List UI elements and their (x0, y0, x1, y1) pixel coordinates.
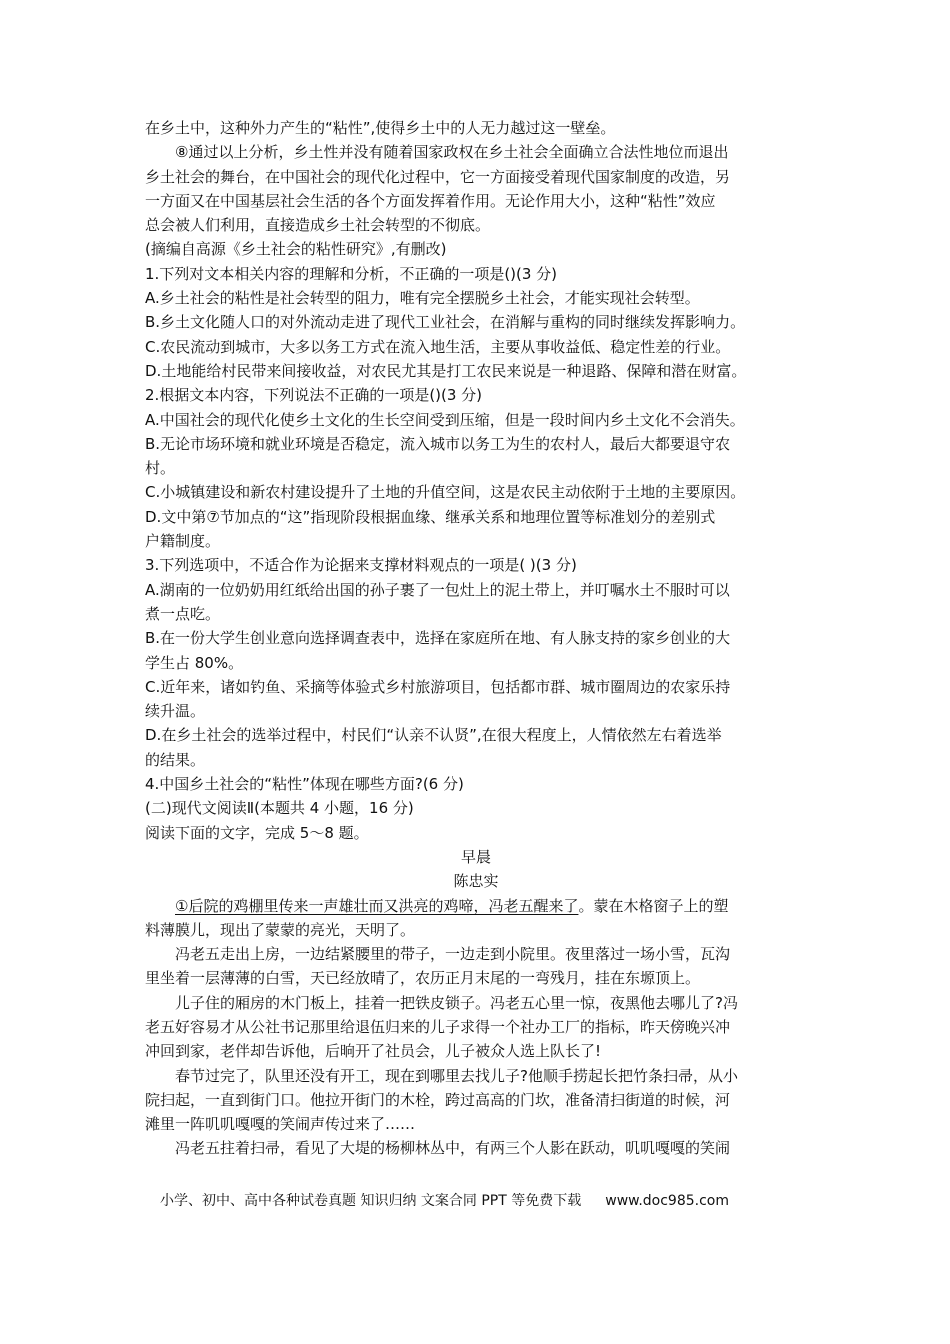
story-paragraph-3-line: 老五好容易才从公社书记那里给退伍归来的儿子求得一个社办工厂的指标，昨天傍晚兴冲 (145, 1017, 731, 1036)
option-2c: C.小城镇建设和新农村建设提升了土地的升值空间，这是农民主动依附于土地的主要原因。 (145, 483, 746, 502)
paragraph-8-line: 乡土社会的舞台，在中国社会的现代化过程中，它一方面接受着现代国家制度的改造，另 (145, 167, 731, 186)
paragraph-8-line: ⑧通过以上分析，乡土性并没有随着国家政权在乡土社会全面确立合法性地位而退出 (175, 143, 729, 162)
option-2d: D.文中第⑦节加点的“这”指现阶段根据血缘、继承关系和地理位置等标准划分的差别式 (145, 507, 716, 526)
question-1: 1.下列对文本相关内容的理解和分析，不正确的一项是()(3 分) (145, 264, 558, 283)
story-paragraph-3-line: 冲回到家，老伴却告诉他，后晌开了社员会，儿子被众人选上队长了! (145, 1042, 602, 1061)
footer-text: 小学、初中、高中各种试卷真题 知识归纳 文案合同 PPT 等免费下载 (160, 1193, 582, 1209)
story-author: 陈忠实 (453, 872, 499, 891)
option-2a: A.中国社会的现代化使乡土文化的生长空间受到压缩，但是一段时间内乡土文化不会消失。 (145, 410, 745, 429)
story-paragraph-1-line: 料薄膜儿，现出了蒙蒙的亮光，天明了。 (145, 920, 416, 939)
story-paragraph-2-line: 里坐着一层薄薄的白雪，天已经放晴了，农历正月末尾的一弯残月，挂在东塬顶上。 (145, 969, 701, 988)
option-1b: B.乡土文化随人口的对外流动走进了现代工业社会，在消解与重构的同时继续发挥影响力。 (145, 313, 746, 332)
option-2b-cont: 村。 (145, 459, 176, 478)
option-1c: C.农民流动到城市，大多以务工方式在流入地生活，主要从事收益低、稳定性差的行业。 (145, 337, 731, 356)
story-paragraph-2: 冯老五走出上房，一边结紧腰里的带子，一边走到小院里。夜里落过一场小雪，瓦沟 (175, 945, 731, 964)
story-paragraph-5: 冯老五拄着扫帚，看见了大堤的杨柳林丛中，有两三个人影在跃动，叽叽嘎嘎的笑闹 (175, 1139, 731, 1158)
option-3b-cont: 学生占 80%。 (145, 653, 244, 672)
option-3d-cont: 的结果。 (145, 750, 206, 769)
footer-site-link[interactable]: www.doc985.com (605, 1193, 729, 1209)
option-3b: B.在一份大学生创业意向选择调查表中，选择在家庭所在地、有人脉支持的家乡创业的大 (145, 629, 731, 648)
option-3c-cont: 续升温。 (145, 702, 206, 721)
story-paragraph-1 (145, 894, 807, 918)
source-citation: (摘编自高源《乡土社会的粘性研究》,有删改) (145, 240, 447, 259)
paragraph-line: 在乡土中，这种外力产生的“粘性”,使得乡土中的人无力越过这一壁垒。 (145, 119, 616, 137)
question-3: 3.下列选项中，不适合作为论据来支撑材料观点的一项是( )(3 分) (145, 556, 577, 575)
section-instruction: 阅读下面的文字，完成 5～8 题。 (145, 823, 369, 842)
option-3c: C.近年来，诸如钓鱼、采摘等体验式乡村旅游项目，包括都市群、城市圈周边的农家乐持 (145, 677, 731, 696)
option-3a: A.湖南的一位奶奶用红纸给出国的孙子裹了一包灶上的泥土带上，并叮嘱水土不服时可以 (145, 580, 730, 599)
underlined-sentence: ①后院的鸡棚里传来一声雄壮而又洪亮的鸡啼，冯老五醒来了 (175, 896, 579, 915)
document-body (145, 116, 807, 1161)
option-3d: D.在乡土社会的选举过程中，村民们“认亲不认贤”,在很大程度上，人情依然左右着选举 (145, 726, 722, 745)
story-paragraph-4-line: 院扫起，一直到街门口。他拉开街门的木栓，跨过高高的门坎，准备清扫街道的时候，河 (145, 1090, 731, 1109)
question-2: 2.根据文本内容，下列说法不正确的一项是()(3 分) (145, 386, 483, 405)
option-1d: D.土地能给村民带来间接收益，对农民尤其是打工农民来说是一种退路、保障和潜在财富。 (145, 361, 747, 380)
section-heading: (二)现代文阅读Ⅱ(本题共 4 小题，16 分) (145, 799, 414, 818)
story-paragraph-3: 儿子住的厢房的木门板上，挂着一把铁皮锁子。冯老五心里一惊，夜黑他去哪儿了?冯 (175, 993, 738, 1012)
paragraph-text: 。蒙在木格窗子上的塑 (578, 896, 729, 915)
paragraph-8-line: 总会被人们利用，直接造成乡土社会转型的不彻底。 (145, 216, 491, 235)
story-paragraph-4-line: 滩里一阵叽叽嘎嘎的笑闹声传过来了…… (145, 1115, 416, 1134)
option-2d-cont: 户籍制度。 (145, 532, 221, 551)
question-4: 4.中国乡土社会的“粘性”体现在哪些方面?(6 分) (145, 775, 464, 794)
paragraph-8-line: 一方面又在中国基层社会生活的各个方面发挥着作用。无论作用大小，这种“粘性”效应 (145, 191, 716, 210)
page-footer (160, 1189, 800, 1213)
story-title: 早晨 (460, 847, 491, 866)
option-2b: B.无论市场环境和就业环境是否稳定，流入城市以务工为生的农村人，最后大都要退守农 (145, 434, 731, 453)
option-1a: A.乡土社会的粘性是社会转型的阻力，唯有完全摆脱乡土社会，才能实现社会转型。 (145, 289, 700, 308)
option-3a-cont: 煮一点吃。 (145, 604, 221, 623)
story-paragraph-4: 春节过完了，队里还没有开工，现在到哪里去找儿子?他顺手捞起长把竹条扫帚，从小 (175, 1066, 738, 1085)
